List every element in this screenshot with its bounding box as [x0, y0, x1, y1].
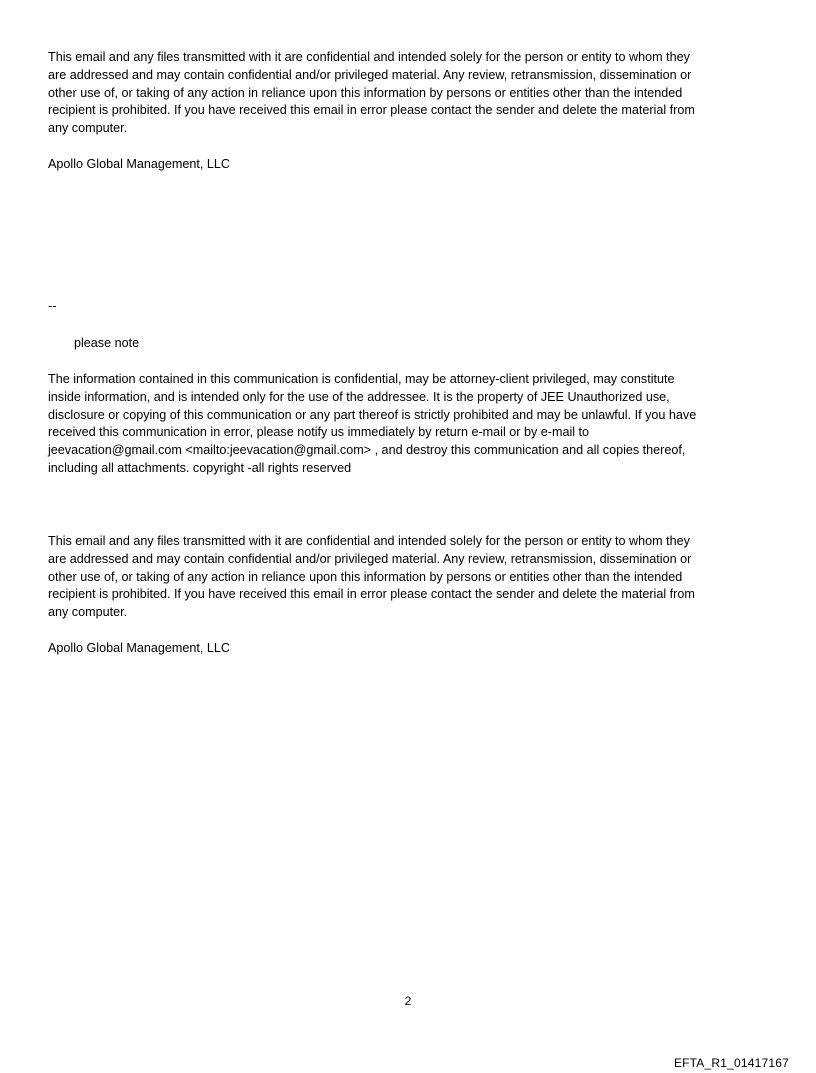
text-line: recipient is prohibited. If you have received this email in error please contact the sender and delete the material from [48, 103, 695, 118]
text-line: any computer. [48, 605, 128, 620]
text-line: This email and any files transmitted with it are confidential and intended solely for the person or entity to whom they [48, 50, 690, 64]
text-line: This email and any files transmitted with it are confidential and intended solely for the person or entity to whom they [48, 534, 690, 548]
company-signature-2: Apollo Global Management, LLC [48, 641, 231, 655]
text-line: including all attachments. copyright -all rights reserved [48, 460, 352, 475]
company-signature-1: Apollo Global Management, LLC [48, 157, 231, 171]
note-heading: please note [74, 336, 140, 350]
text-line: are addressed and may contain confidential and/or privileged material. Any review, retransmission, dissemination or [48, 67, 692, 82]
text-line: The information contained in this communication is confidential, may be attorney-client privileged, may constitute [48, 372, 675, 386]
text-line: recipient is prohibited. If you have received this email in error please contact the sender and delete the material from [48, 587, 695, 602]
text-line: jeevacation@gmail.com <mailto:jeevacation@gmail.com> , and destroy this communication and all copies thereof, [48, 443, 686, 458]
text-line: inside information, and is intended only for the use of the addressee. It is the property of JEE Unauthorized use, [48, 389, 670, 404]
text-line: disclosure or copying of this communication or any part thereof is strictly prohibited and may be unlawful. If you have [48, 407, 697, 422]
text-line: other use of, or taking of any action in reliance upon this information by persons or entities other than the intended [48, 85, 683, 100]
page-number: 2 [404, 994, 412, 1008]
disclaimer-paragraph-2 [48, 533, 760, 622]
disclaimer-paragraph-1 [48, 49, 760, 138]
text-line: any computer. [48, 121, 128, 136]
bates-number: EFTA_R1_01417167 [673, 1056, 789, 1070]
text-line: are addressed and may contain confidential and/or privileged material. Any review, retransmission, dissemination or [48, 551, 692, 566]
text-line: received this communication in error, please notify us immediately by return e-mail or by e-mail to [48, 425, 590, 440]
confidentiality-notice [48, 371, 760, 478]
separator: -- [48, 299, 57, 313]
text-line: other use of, or taking of any action in reliance upon this information by persons or entities other than the intended [48, 569, 683, 584]
